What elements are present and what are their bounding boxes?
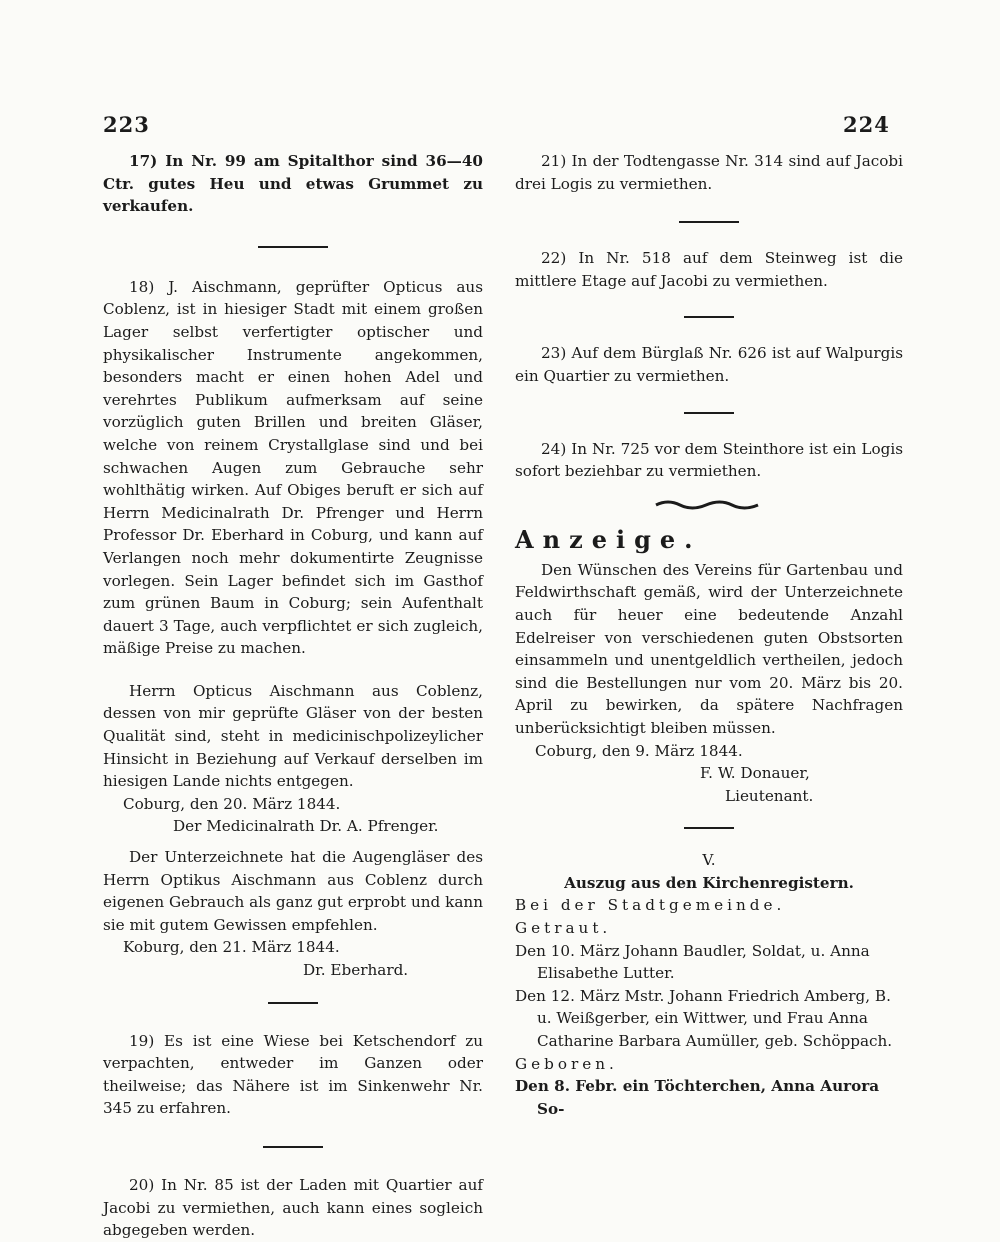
notice-19: 19) Es ist eine Wiese bei Ketschendorf zu verpachten, entweder im Ganzen oder theilweise; das Nähere ist im Sinkenwehr Nr. 345 zu erfahren. <box>103 1031 483 1118</box>
notice-18: 18) J. Aischmann, geprüfter Opticus aus Coblenz, ist in hiesiger Stadt mit einem großen Lager selbst verfertigter optischer und physikalischer Instrumente angekommen, besonders macht er einen hohen Adel und verehrtes Publikum aufmerksam auf seine vorzüglich guten Brillen und breiten Gläser, welche von reinem Crystallglase sind und bei schwachen Augen zum Gebrauche sehr wohlthätig wirken. Auf Obiges beruft er sich auf Herrn Medicinalrath Dr. Pfrenger und Herrn Professor Dr. Eberhard in Coburg, und kann auf Verlangen noch mehr dokumentirte Zeugnisse vorlegen. Sein Lager befindet sich im Gasthof zum grünen Baum in Coburg; sein Aufenthalt dauert 3 Tage, auch verpflichtet er sich zugleich, mäßige Preise zu machen. <box>103 277 483 658</box>
right-column <box>515 150 903 1120</box>
notice-17: 17) In Nr. 99 am Spitalthor sind 36—40 Ctr. gutes Heu und etwas Grummet zu verkaufen. <box>103 152 483 216</box>
certificate-pfrenger-date: Coburg, den 20. März 1844. <box>123 794 341 813</box>
certificate-pfrenger-signature: Der Medicinalrath Dr. A. Pfrenger. <box>173 817 439 836</box>
certificate-pfrenger: Herrn Opticus Aischmann aus Coblenz, dessen von mir geprüfte Gläser von der besten Qualität sind, steht in medicinischpolizeylicher Hinsicht in Beziehung auf Verkauf derselben im hiesigen Lande nichts entgegen. <box>103 681 483 791</box>
anzeige-heading: Anzeige. <box>515 524 702 554</box>
anzeige-signature-name: F. W. Donauer, <box>700 764 810 783</box>
marriage-entry: Den 12. März Mstr. Johann Friedrich Amberg, B. u. Weißgerber, ein Wittwer, und Frau Anna Catharine Barbara Aumüller, geb. Schöppach. <box>515 986 893 1051</box>
births-heading: Geboren. <box>515 1054 618 1073</box>
anzeige-date: Coburg, den 9. März 1844. <box>535 741 743 760</box>
notice-22: 22) In Nr. 518 auf dem Steinweg ist die mittlere Etage auf Jacobi zu vermiethen. <box>515 249 903 290</box>
notice-24: 24) In Nr. 725 vor dem Steinthore ist ein Logis sofort beziehbar zu vermiethen. <box>515 439 903 481</box>
marriages-heading: Getraut. <box>515 919 612 938</box>
anzeige-signature-rank: Lieutenant. <box>725 786 814 805</box>
section-numeral: V. <box>702 851 716 870</box>
certificate-eberhard: Der Unterzeichnete hat die Augengläser des Herrn Optikus Aischmann aus Coblenz durch eigenen Gebrauch als ganz gut erprobt und kann sie mit gutem Gewissen empfehlen. <box>103 848 483 934</box>
anzeige-text: Den Wünschen des Vereins für Gartenbau und Feldwirthschaft gemäß, wird der Unterzeichnete auch für heuer eine bedeutende Anzahl Edelreiser von verschiedenen guten Obstsorten einsammeln und unentgeldlich vertheilen, jedoch sind die Bestellungen nur vom 20. März bis 20. April zu bewirken, da spätere Nachfragen unberücksichtigt bleiben müssen. <box>515 560 903 737</box>
notice-21: 21) In der Todtengasse Nr. 314 sind auf Jacobi drei Logis zu vermiethen. <box>515 152 903 193</box>
certificate-eberhard-date: Koburg, den 21. März 1844. <box>123 938 340 957</box>
parish-heading: Bei der Stadtgemeinde. <box>515 896 786 915</box>
notice-23: 23) Auf dem Bürglaß Nr. 626 ist auf Walpurgis ein Quartier zu vermiethen. <box>515 344 903 385</box>
marriage-entry: Den 10. März Johann Baudler, Soldat, u. Anna Elisabethe Lutter. <box>515 941 870 983</box>
left-column <box>103 150 483 1242</box>
birth-entry: Den 8. Febr. ein Töchterchen, Anna Aurora So- <box>515 1077 880 1118</box>
page-number-left: 223 <box>103 112 150 137</box>
notice-20: 20) In Nr. 85 ist der Laden mit Quartier auf Jacobi zu vermiethen, auch kann eines sogleich abgegeben werden. <box>103 1175 483 1240</box>
section-title: Auszug aus den Kirchenregistern. <box>564 873 854 892</box>
page-number-right: 224 <box>843 112 890 137</box>
ornamental-separator <box>654 499 764 511</box>
certificate-eberhard-signature: Dr. Eberhard. <box>303 961 409 979</box>
